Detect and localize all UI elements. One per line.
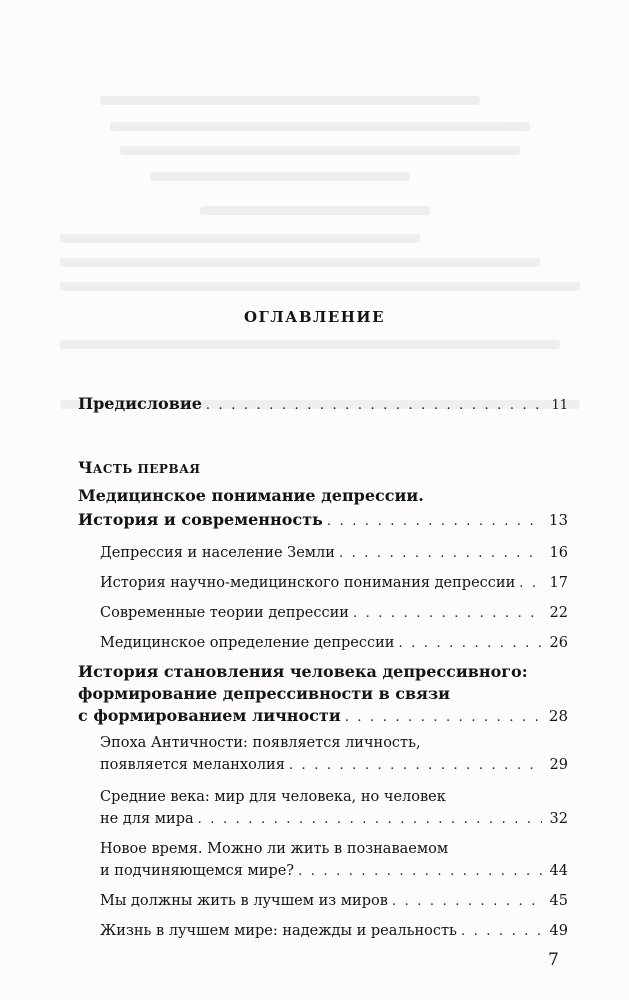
entry-page: 22 xyxy=(549,605,568,621)
leader-dots xyxy=(461,920,542,943)
toc-heading: ОГЛАВЛЕНИЕ xyxy=(243,308,386,326)
toc-entry[interactable] xyxy=(100,632,568,655)
leader-dots xyxy=(339,542,542,565)
entry-title: Современные теории депрессии xyxy=(100,605,349,621)
entry-title: История научно-медицинского понимания депрессии xyxy=(100,575,516,591)
entry-page: 29 xyxy=(549,757,568,773)
toc-entry-section-1[interactable] xyxy=(78,508,568,533)
toc-entry-section-2[interactable] xyxy=(78,704,568,729)
entry-page: 45 xyxy=(549,893,568,909)
entry-title: Предисловие xyxy=(78,394,202,413)
toc-entry[interactable] xyxy=(100,572,568,595)
leader-dots xyxy=(298,860,542,883)
entry-page: 11 xyxy=(551,398,568,413)
leader-dots xyxy=(289,754,542,777)
leader-dots xyxy=(345,706,542,729)
entry-page: 17 xyxy=(549,575,568,591)
toc-entry[interactable] xyxy=(100,542,568,565)
entry-title: с формированием личности xyxy=(78,706,341,725)
entry-page: 13 xyxy=(548,511,568,529)
toc-entry[interactable] xyxy=(100,602,568,625)
leader-dots xyxy=(392,890,542,913)
leader-dots xyxy=(398,632,542,655)
leader-dots xyxy=(519,572,542,595)
section-title-line1: Медицинское понимание депрессии. xyxy=(78,486,424,505)
toc-entry[interactable] xyxy=(100,754,568,777)
entry-title-line1: Эпоха Античности: появляется личность, xyxy=(100,735,421,751)
entry-page: 49 xyxy=(549,923,568,939)
entry-title: Медицинское определение депрессии xyxy=(100,635,395,651)
toc-entry-preface[interactable] xyxy=(78,392,568,417)
leader-dots xyxy=(327,510,542,533)
leader-dots xyxy=(198,808,542,831)
page-number: 7 xyxy=(548,950,559,970)
entry-page: 26 xyxy=(549,635,568,651)
toc-entry[interactable] xyxy=(100,860,568,883)
entry-title: и подчиняющемся мире? xyxy=(100,863,295,879)
entry-title: Депрессия и население Земли xyxy=(100,545,335,561)
toc-entry[interactable] xyxy=(100,920,568,943)
entry-title-line1: Новое время. Можно ли жить в познаваемом xyxy=(100,841,449,857)
toc-entry[interactable] xyxy=(100,808,568,831)
entry-title: не для мира xyxy=(100,811,194,827)
leader-dots xyxy=(206,394,542,417)
part-label-rest: АСТЬ ПЕРВАЯ xyxy=(92,462,201,476)
entry-page: 44 xyxy=(549,863,568,879)
entry-title: появляется меланхолия xyxy=(100,757,285,773)
leader-dots xyxy=(353,602,542,625)
section-title-line2: формирование депрессивности в связи xyxy=(78,684,451,703)
toc-entry[interactable] xyxy=(100,890,568,913)
section-title-line1: История становления человека депрессивного: xyxy=(78,662,528,681)
part-label-initial: Ч xyxy=(78,458,93,477)
entry-title: История и современность xyxy=(78,510,323,529)
show-through-texture xyxy=(0,0,629,440)
entry-page: 32 xyxy=(549,811,568,827)
entry-title-line1: Средние века: мир для человека, но человек xyxy=(100,789,446,805)
entry-title: Мы должны жить в лучшем из миров xyxy=(100,893,388,909)
entry-page: 28 xyxy=(548,707,568,725)
entry-page: 16 xyxy=(549,545,568,561)
part-label xyxy=(78,458,200,477)
entry-title: Жизнь в лучшем мире: надежды и реальность xyxy=(100,923,457,939)
